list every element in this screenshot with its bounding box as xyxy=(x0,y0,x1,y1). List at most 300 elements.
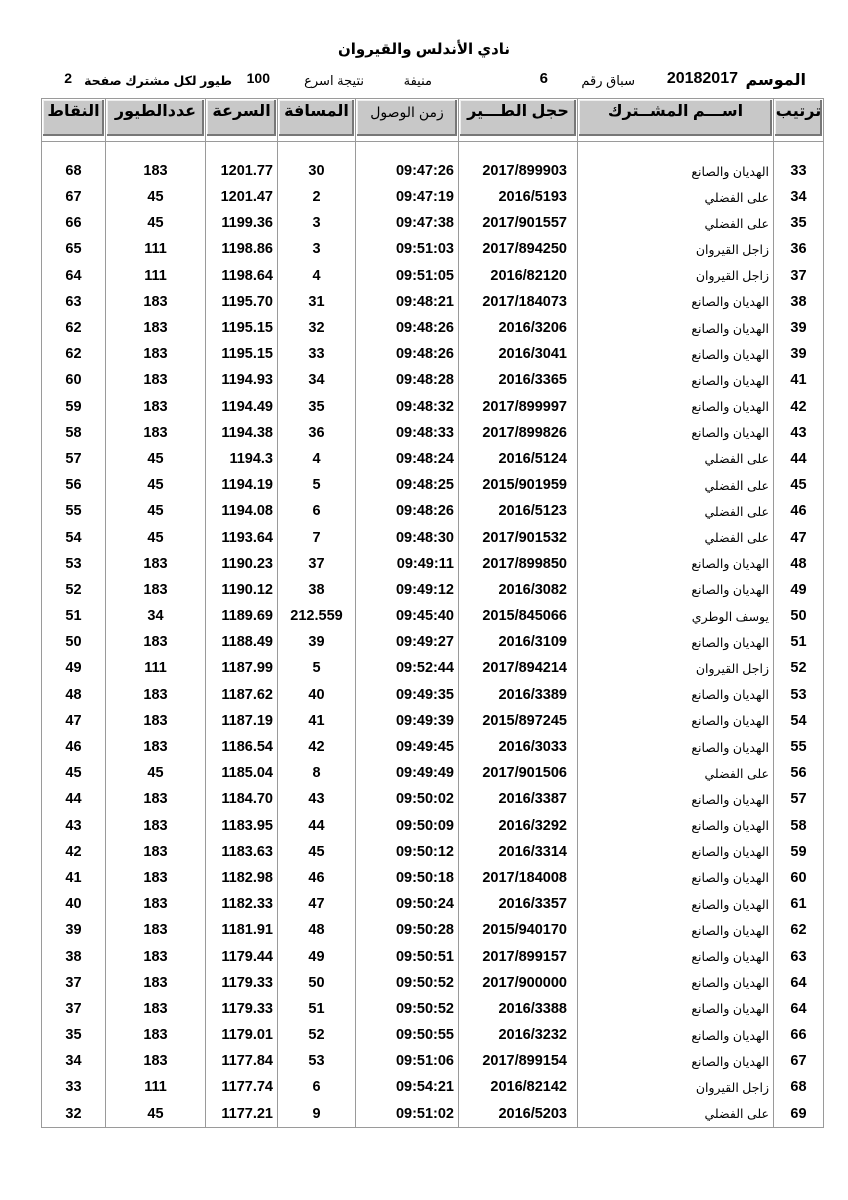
cell-ring: 2017/899154 xyxy=(459,1048,578,1074)
cell-points: 55 xyxy=(42,498,106,524)
cell-rank: 56 xyxy=(774,760,824,786)
page-number: 2 xyxy=(64,70,72,86)
cell-bird-count: 34 xyxy=(106,603,206,629)
cell-arrival-time: 09:49:45 xyxy=(356,734,459,760)
cell-ring: 2016/3314 xyxy=(459,839,578,865)
cell-bird-count: 183 xyxy=(106,786,206,812)
cell-ring: 2016/3388 xyxy=(459,996,578,1022)
cell-arrival-time: 09:47:19 xyxy=(356,184,459,210)
cell-points: 39 xyxy=(42,917,106,943)
cell-ring: 2016/3357 xyxy=(459,891,578,917)
cell-rank: 39 xyxy=(774,341,824,367)
cell-ring: 2016/3389 xyxy=(459,682,578,708)
cell-speed: 1190.12 xyxy=(206,577,278,603)
cell-ring: 2017/901532 xyxy=(459,524,578,550)
cell-participant: الهديان والصانع xyxy=(578,629,774,655)
cell-arrival-time: 09:50:02 xyxy=(356,786,459,812)
cell-speed: 1187.99 xyxy=(206,655,278,681)
cell-distance: 34 xyxy=(278,367,356,393)
cell-participant: على الفضلي xyxy=(578,524,774,550)
cell-participant: الهديان والصانع xyxy=(578,943,774,969)
table-row xyxy=(42,629,824,655)
cell-points: 66 xyxy=(42,210,106,236)
cell-bird-count: 183 xyxy=(106,420,206,446)
cell-distance: 51 xyxy=(278,996,356,1022)
cell-points: 50 xyxy=(42,629,106,655)
cell-rank: 57 xyxy=(774,786,824,812)
cell-arrival-time: 09:52:44 xyxy=(356,655,459,681)
cell-bird-count: 183 xyxy=(106,394,206,420)
cell-points: 47 xyxy=(42,708,106,734)
col-header-ring: حجل الطـــير xyxy=(459,99,578,142)
cell-speed: 1177.84 xyxy=(206,1048,278,1074)
table-row xyxy=(42,917,824,943)
table-row xyxy=(42,682,824,708)
cell-speed: 1201.47 xyxy=(206,184,278,210)
cell-arrival-time: 09:50:51 xyxy=(356,943,459,969)
cell-speed: 1179.44 xyxy=(206,943,278,969)
table-row xyxy=(42,263,824,289)
cell-speed: 1190.23 xyxy=(206,551,278,577)
cell-participant: على الفضلي xyxy=(578,210,774,236)
cell-distance: 33 xyxy=(278,341,356,367)
cell-ring: 2017/901506 xyxy=(459,760,578,786)
cell-speed: 1177.21 xyxy=(206,1101,278,1128)
cell-ring: 2017/184008 xyxy=(459,865,578,891)
cell-bird-count: 183 xyxy=(106,970,206,996)
cell-arrival-time: 09:50:52 xyxy=(356,996,459,1022)
cell-participant: على الفضلي xyxy=(578,446,774,472)
cell-distance: 38 xyxy=(278,577,356,603)
table-row xyxy=(42,577,824,603)
race-label: سباق رقم xyxy=(581,73,635,88)
cell-ring: 2017/894214 xyxy=(459,655,578,681)
cell-arrival-time: 09:51:05 xyxy=(356,263,459,289)
cell-rank: 66 xyxy=(774,1022,824,1048)
cell-ring: 2017/900000 xyxy=(459,970,578,996)
cell-speed: 1195.15 xyxy=(206,315,278,341)
cell-bird-count: 183 xyxy=(106,839,206,865)
col-header-arrival: زمن الوصول xyxy=(356,99,459,142)
cell-bird-count: 183 xyxy=(106,577,206,603)
cell-ring: 2015/897245 xyxy=(459,708,578,734)
cell-bird-count: 183 xyxy=(106,996,206,1022)
cell-rank: 64 xyxy=(774,970,824,996)
cell-bird-count: 183 xyxy=(106,1048,206,1074)
cell-distance: 45 xyxy=(278,839,356,865)
table-row xyxy=(42,315,824,341)
cell-ring: 2016/3387 xyxy=(459,786,578,812)
cell-rank: 54 xyxy=(774,708,824,734)
cell-arrival-time: 09:50:18 xyxy=(356,865,459,891)
cell-distance: 41 xyxy=(278,708,356,734)
cell-participant: زاجل القيروان xyxy=(578,1074,774,1100)
cell-bird-count: 183 xyxy=(106,734,206,760)
cell-speed: 1179.33 xyxy=(206,996,278,1022)
table-row xyxy=(42,472,824,498)
cell-arrival-time: 09:49:11 xyxy=(356,551,459,577)
cell-arrival-time: 09:50:24 xyxy=(356,891,459,917)
cell-bird-count: 183 xyxy=(106,813,206,839)
cell-bird-count: 183 xyxy=(106,551,206,577)
cell-participant: الهديان والصانع xyxy=(578,891,774,917)
cell-bird-count: 111 xyxy=(106,1074,206,1100)
cell-speed: 1194.93 xyxy=(206,367,278,393)
cell-bird-count: 45 xyxy=(106,184,206,210)
cell-rank: 35 xyxy=(774,210,824,236)
table-row xyxy=(42,498,824,524)
cell-distance: 35 xyxy=(278,394,356,420)
table-row xyxy=(42,943,824,969)
cell-points: 62 xyxy=(42,315,106,341)
cell-distance: 3 xyxy=(278,236,356,262)
col-header-rank: ترتيب xyxy=(774,99,824,142)
cell-arrival-time: 09:48:26 xyxy=(356,315,459,341)
cell-arrival-time: 09:48:26 xyxy=(356,498,459,524)
cell-points: 48 xyxy=(42,682,106,708)
cell-participant: على الفضلي xyxy=(578,760,774,786)
cell-participant: على الفضلي xyxy=(578,184,774,210)
cell-points: 59 xyxy=(42,394,106,420)
cell-speed: 1181.91 xyxy=(206,917,278,943)
results-table xyxy=(41,98,824,1128)
cell-bird-count: 111 xyxy=(106,236,206,262)
cell-rank: 52 xyxy=(774,655,824,681)
cell-points: 43 xyxy=(42,813,106,839)
cell-points: 37 xyxy=(42,996,106,1022)
cell-points: 51 xyxy=(42,603,106,629)
cell-bird-count: 183 xyxy=(106,341,206,367)
cell-participant: الهديان والصانع xyxy=(578,315,774,341)
cell-participant: يوسف الوطري xyxy=(578,603,774,629)
cell-arrival-time: 09:49:35 xyxy=(356,682,459,708)
cell-rank: 58 xyxy=(774,813,824,839)
cell-arrival-time: 09:51:03 xyxy=(356,236,459,262)
cell-speed: 1185.04 xyxy=(206,760,278,786)
cell-arrival-time: 09:50:12 xyxy=(356,839,459,865)
cell-distance: 50 xyxy=(278,970,356,996)
cell-distance: 46 xyxy=(278,865,356,891)
cell-bird-count: 45 xyxy=(106,498,206,524)
cell-distance: 9 xyxy=(278,1101,356,1128)
cell-bird-count: 183 xyxy=(106,865,206,891)
cell-participant: الهديان والصانع xyxy=(578,420,774,446)
cell-arrival-time: 09:49:39 xyxy=(356,708,459,734)
cell-ring: 2016/82120 xyxy=(459,263,578,289)
birds-per-label: طيور لكل مشترك صفحة xyxy=(84,74,232,88)
cell-bird-count: 111 xyxy=(106,263,206,289)
cell-rank: 47 xyxy=(774,524,824,550)
cell-speed: 1201.77 xyxy=(206,142,278,185)
col-header-name: اســـم المشــترك xyxy=(578,99,774,142)
cell-participant: الهديان والصانع xyxy=(578,394,774,420)
race-number: 6 xyxy=(539,70,548,87)
cell-ring: 2016/5123 xyxy=(459,498,578,524)
cell-ring: 2016/3206 xyxy=(459,315,578,341)
cell-participant: زاجل القيروان xyxy=(578,655,774,681)
cell-arrival-time: 09:54:21 xyxy=(356,1074,459,1100)
cell-arrival-time: 09:48:25 xyxy=(356,472,459,498)
cell-distance: 8 xyxy=(278,760,356,786)
cell-speed: 1194.19 xyxy=(206,472,278,498)
cell-points: 56 xyxy=(42,472,106,498)
cell-speed: 1198.64 xyxy=(206,263,278,289)
cell-participant: على الفضلي xyxy=(578,1101,774,1128)
cell-ring: 2016/82142 xyxy=(459,1074,578,1100)
cell-distance: 49 xyxy=(278,943,356,969)
cell-points: 41 xyxy=(42,865,106,891)
cell-participant: الهديان والصانع xyxy=(578,289,774,315)
cell-rank: 69 xyxy=(774,1101,824,1128)
cell-ring: 2016/3109 xyxy=(459,629,578,655)
cell-bird-count: 183 xyxy=(106,943,206,969)
cell-speed: 1194.38 xyxy=(206,420,278,446)
cell-bird-count: 183 xyxy=(106,367,206,393)
table-row xyxy=(42,734,824,760)
results-body xyxy=(42,142,824,1128)
cell-distance: 32 xyxy=(278,315,356,341)
cell-arrival-time: 09:48:33 xyxy=(356,420,459,446)
cell-arrival-time: 09:47:38 xyxy=(356,210,459,236)
cell-rank: 34 xyxy=(774,184,824,210)
table-row xyxy=(42,210,824,236)
cell-speed: 1189.69 xyxy=(206,603,278,629)
cell-distance: 4 xyxy=(278,263,356,289)
cell-participant: على الفضلي xyxy=(578,498,774,524)
cell-distance: 39 xyxy=(278,629,356,655)
cell-ring: 2016/3033 xyxy=(459,734,578,760)
cell-bird-count: 183 xyxy=(106,917,206,943)
cell-bird-count: 45 xyxy=(106,446,206,472)
cell-bird-count: 183 xyxy=(106,1022,206,1048)
cell-bird-count: 45 xyxy=(106,760,206,786)
cell-speed: 1193.64 xyxy=(206,524,278,550)
cell-distance: 5 xyxy=(278,472,356,498)
cell-participant: الهديان والصانع xyxy=(578,708,774,734)
cell-ring: 2016/5203 xyxy=(459,1101,578,1128)
cell-participant: الهديان والصانع xyxy=(578,917,774,943)
cell-speed: 1186.54 xyxy=(206,734,278,760)
cell-distance: 4 xyxy=(278,446,356,472)
cell-points: 44 xyxy=(42,786,106,812)
cell-bird-count: 111 xyxy=(106,655,206,681)
cell-distance: 44 xyxy=(278,813,356,839)
cell-points: 64 xyxy=(42,263,106,289)
fastest-label: نتيجة اسرع xyxy=(304,73,364,88)
cell-ring: 2017/894250 xyxy=(459,236,578,262)
cell-points: 58 xyxy=(42,420,106,446)
cell-ring: 2016/5193 xyxy=(459,184,578,210)
cell-bird-count: 45 xyxy=(106,472,206,498)
cell-speed: 1199.36 xyxy=(206,210,278,236)
cell-arrival-time: 09:50:55 xyxy=(356,1022,459,1048)
cell-rank: 48 xyxy=(774,551,824,577)
cell-rank: 49 xyxy=(774,577,824,603)
cell-points: 35 xyxy=(42,1022,106,1048)
location: منيفة xyxy=(403,73,432,88)
cell-rank: 61 xyxy=(774,891,824,917)
cell-participant: الهديان والصانع xyxy=(578,142,774,185)
cell-arrival-time: 09:49:27 xyxy=(356,629,459,655)
cell-speed: 1179.01 xyxy=(206,1022,278,1048)
cell-speed: 1183.95 xyxy=(206,813,278,839)
cell-rank: 46 xyxy=(774,498,824,524)
table-row xyxy=(42,1048,824,1074)
cell-distance: 212.559 xyxy=(278,603,356,629)
cell-points: 37 xyxy=(42,970,106,996)
cell-rank: 43 xyxy=(774,420,824,446)
table-row xyxy=(42,1022,824,1048)
table-row xyxy=(42,142,824,185)
cell-bird-count: 183 xyxy=(106,315,206,341)
fastest-count: 100 xyxy=(246,70,270,86)
cell-ring: 2017/901557 xyxy=(459,210,578,236)
cell-participant: الهديان والصانع xyxy=(578,1022,774,1048)
cell-participant: الهديان والصانع xyxy=(578,551,774,577)
cell-participant: الهديان والصانع xyxy=(578,813,774,839)
cell-distance: 42 xyxy=(278,734,356,760)
table-row xyxy=(42,708,824,734)
cell-rank: 41 xyxy=(774,367,824,393)
cell-bird-count: 45 xyxy=(106,524,206,550)
cell-points: 40 xyxy=(42,891,106,917)
cell-speed: 1184.70 xyxy=(206,786,278,812)
cell-points: 34 xyxy=(42,1048,106,1074)
cell-bird-count: 183 xyxy=(106,142,206,185)
cell-points: 42 xyxy=(42,839,106,865)
table-row xyxy=(42,655,824,681)
cell-bird-count: 45 xyxy=(106,1101,206,1128)
cell-ring: 2017/899850 xyxy=(459,551,578,577)
cell-points: 32 xyxy=(42,1101,106,1128)
table-row xyxy=(42,367,824,393)
col-header-distance: المسافة xyxy=(278,99,356,142)
season-label: الموسم xyxy=(745,72,806,89)
table-row xyxy=(42,786,824,812)
cell-arrival-time: 09:48:21 xyxy=(356,289,459,315)
cell-rank: 64 xyxy=(774,996,824,1022)
cell-participant: الهديان والصانع xyxy=(578,682,774,708)
cell-rank: 68 xyxy=(774,1074,824,1100)
cell-points: 54 xyxy=(42,524,106,550)
cell-rank: 67 xyxy=(774,1048,824,1074)
cell-ring: 2017/184073 xyxy=(459,289,578,315)
cell-speed: 1182.33 xyxy=(206,891,278,917)
cell-ring: 2016/5124 xyxy=(459,446,578,472)
cell-arrival-time: 09:48:32 xyxy=(356,394,459,420)
cell-ring: 2016/3041 xyxy=(459,341,578,367)
cell-points: 67 xyxy=(42,184,106,210)
cell-bird-count: 183 xyxy=(106,629,206,655)
table-row xyxy=(42,839,824,865)
cell-points: 33 xyxy=(42,1074,106,1100)
cell-participant: زاجل القيروان xyxy=(578,236,774,262)
cell-arrival-time: 09:48:24 xyxy=(356,446,459,472)
cell-rank: 62 xyxy=(774,917,824,943)
cell-rank: 37 xyxy=(774,263,824,289)
cell-speed: 1198.86 xyxy=(206,236,278,262)
cell-arrival-time: 09:50:28 xyxy=(356,917,459,943)
cell-arrival-time: 09:50:52 xyxy=(356,970,459,996)
cell-distance: 2 xyxy=(278,184,356,210)
cell-arrival-time: 09:48:28 xyxy=(356,367,459,393)
cell-distance: 30 xyxy=(278,142,356,185)
cell-rank: 50 xyxy=(774,603,824,629)
cell-arrival-time: 09:45:40 xyxy=(356,603,459,629)
cell-rank: 60 xyxy=(774,865,824,891)
cell-ring: 2015/901959 xyxy=(459,472,578,498)
table-row xyxy=(42,524,824,550)
cell-bird-count: 45 xyxy=(106,210,206,236)
cell-rank: 33 xyxy=(774,142,824,185)
cell-speed: 1195.70 xyxy=(206,289,278,315)
cell-speed: 1188.49 xyxy=(206,629,278,655)
cell-rank: 38 xyxy=(774,289,824,315)
table-row xyxy=(42,1074,824,1100)
table-row xyxy=(42,1101,824,1128)
cell-rank: 59 xyxy=(774,839,824,865)
cell-arrival-time: 09:51:02 xyxy=(356,1101,459,1128)
cell-rank: 51 xyxy=(774,629,824,655)
cell-ring: 2017/899157 xyxy=(459,943,578,969)
table-row xyxy=(42,184,824,210)
cell-points: 46 xyxy=(42,734,106,760)
cell-speed: 1179.33 xyxy=(206,970,278,996)
cell-distance: 52 xyxy=(278,1022,356,1048)
cell-arrival-time: 09:47:26 xyxy=(356,142,459,185)
cell-distance: 3 xyxy=(278,210,356,236)
table-row xyxy=(42,996,824,1022)
cell-bird-count: 183 xyxy=(106,708,206,734)
col-header-birds: عددالطيور xyxy=(106,99,206,142)
cell-participant: الهديان والصانع xyxy=(578,970,774,996)
cell-rank: 63 xyxy=(774,943,824,969)
cell-points: 53 xyxy=(42,551,106,577)
season-value: 20182017 xyxy=(666,70,738,87)
cell-speed: 1194.49 xyxy=(206,394,278,420)
table-row xyxy=(42,551,824,577)
cell-ring: 2016/3292 xyxy=(459,813,578,839)
cell-points: 49 xyxy=(42,655,106,681)
cell-speed: 1187.62 xyxy=(206,682,278,708)
cell-distance: 47 xyxy=(278,891,356,917)
cell-ring: 2015/940170 xyxy=(459,917,578,943)
cell-rank: 36 xyxy=(774,236,824,262)
table-row xyxy=(42,603,824,629)
cell-participant: الهديان والصانع xyxy=(578,996,774,1022)
cell-points: 45 xyxy=(42,760,106,786)
cell-participant: الهديان والصانع xyxy=(578,786,774,812)
cell-points: 62 xyxy=(42,341,106,367)
cell-arrival-time: 09:48:26 xyxy=(356,341,459,367)
cell-participant: الهديان والصانع xyxy=(578,865,774,891)
cell-distance: 37 xyxy=(278,551,356,577)
cell-speed: 1187.19 xyxy=(206,708,278,734)
table-row xyxy=(42,394,824,420)
cell-arrival-time: 09:50:09 xyxy=(356,813,459,839)
cell-participant: زاجل القيروان xyxy=(578,263,774,289)
cell-speed: 1183.63 xyxy=(206,839,278,865)
cell-bird-count: 183 xyxy=(106,682,206,708)
cell-participant: الهديان والصانع xyxy=(578,367,774,393)
cell-ring: 2017/899903 xyxy=(459,142,578,185)
cell-ring: 2017/899826 xyxy=(459,420,578,446)
cell-points: 38 xyxy=(42,943,106,969)
cell-participant: الهديان والصانع xyxy=(578,1048,774,1074)
cell-distance: 40 xyxy=(278,682,356,708)
cell-rank: 45 xyxy=(774,472,824,498)
cell-ring: 2016/3232 xyxy=(459,1022,578,1048)
